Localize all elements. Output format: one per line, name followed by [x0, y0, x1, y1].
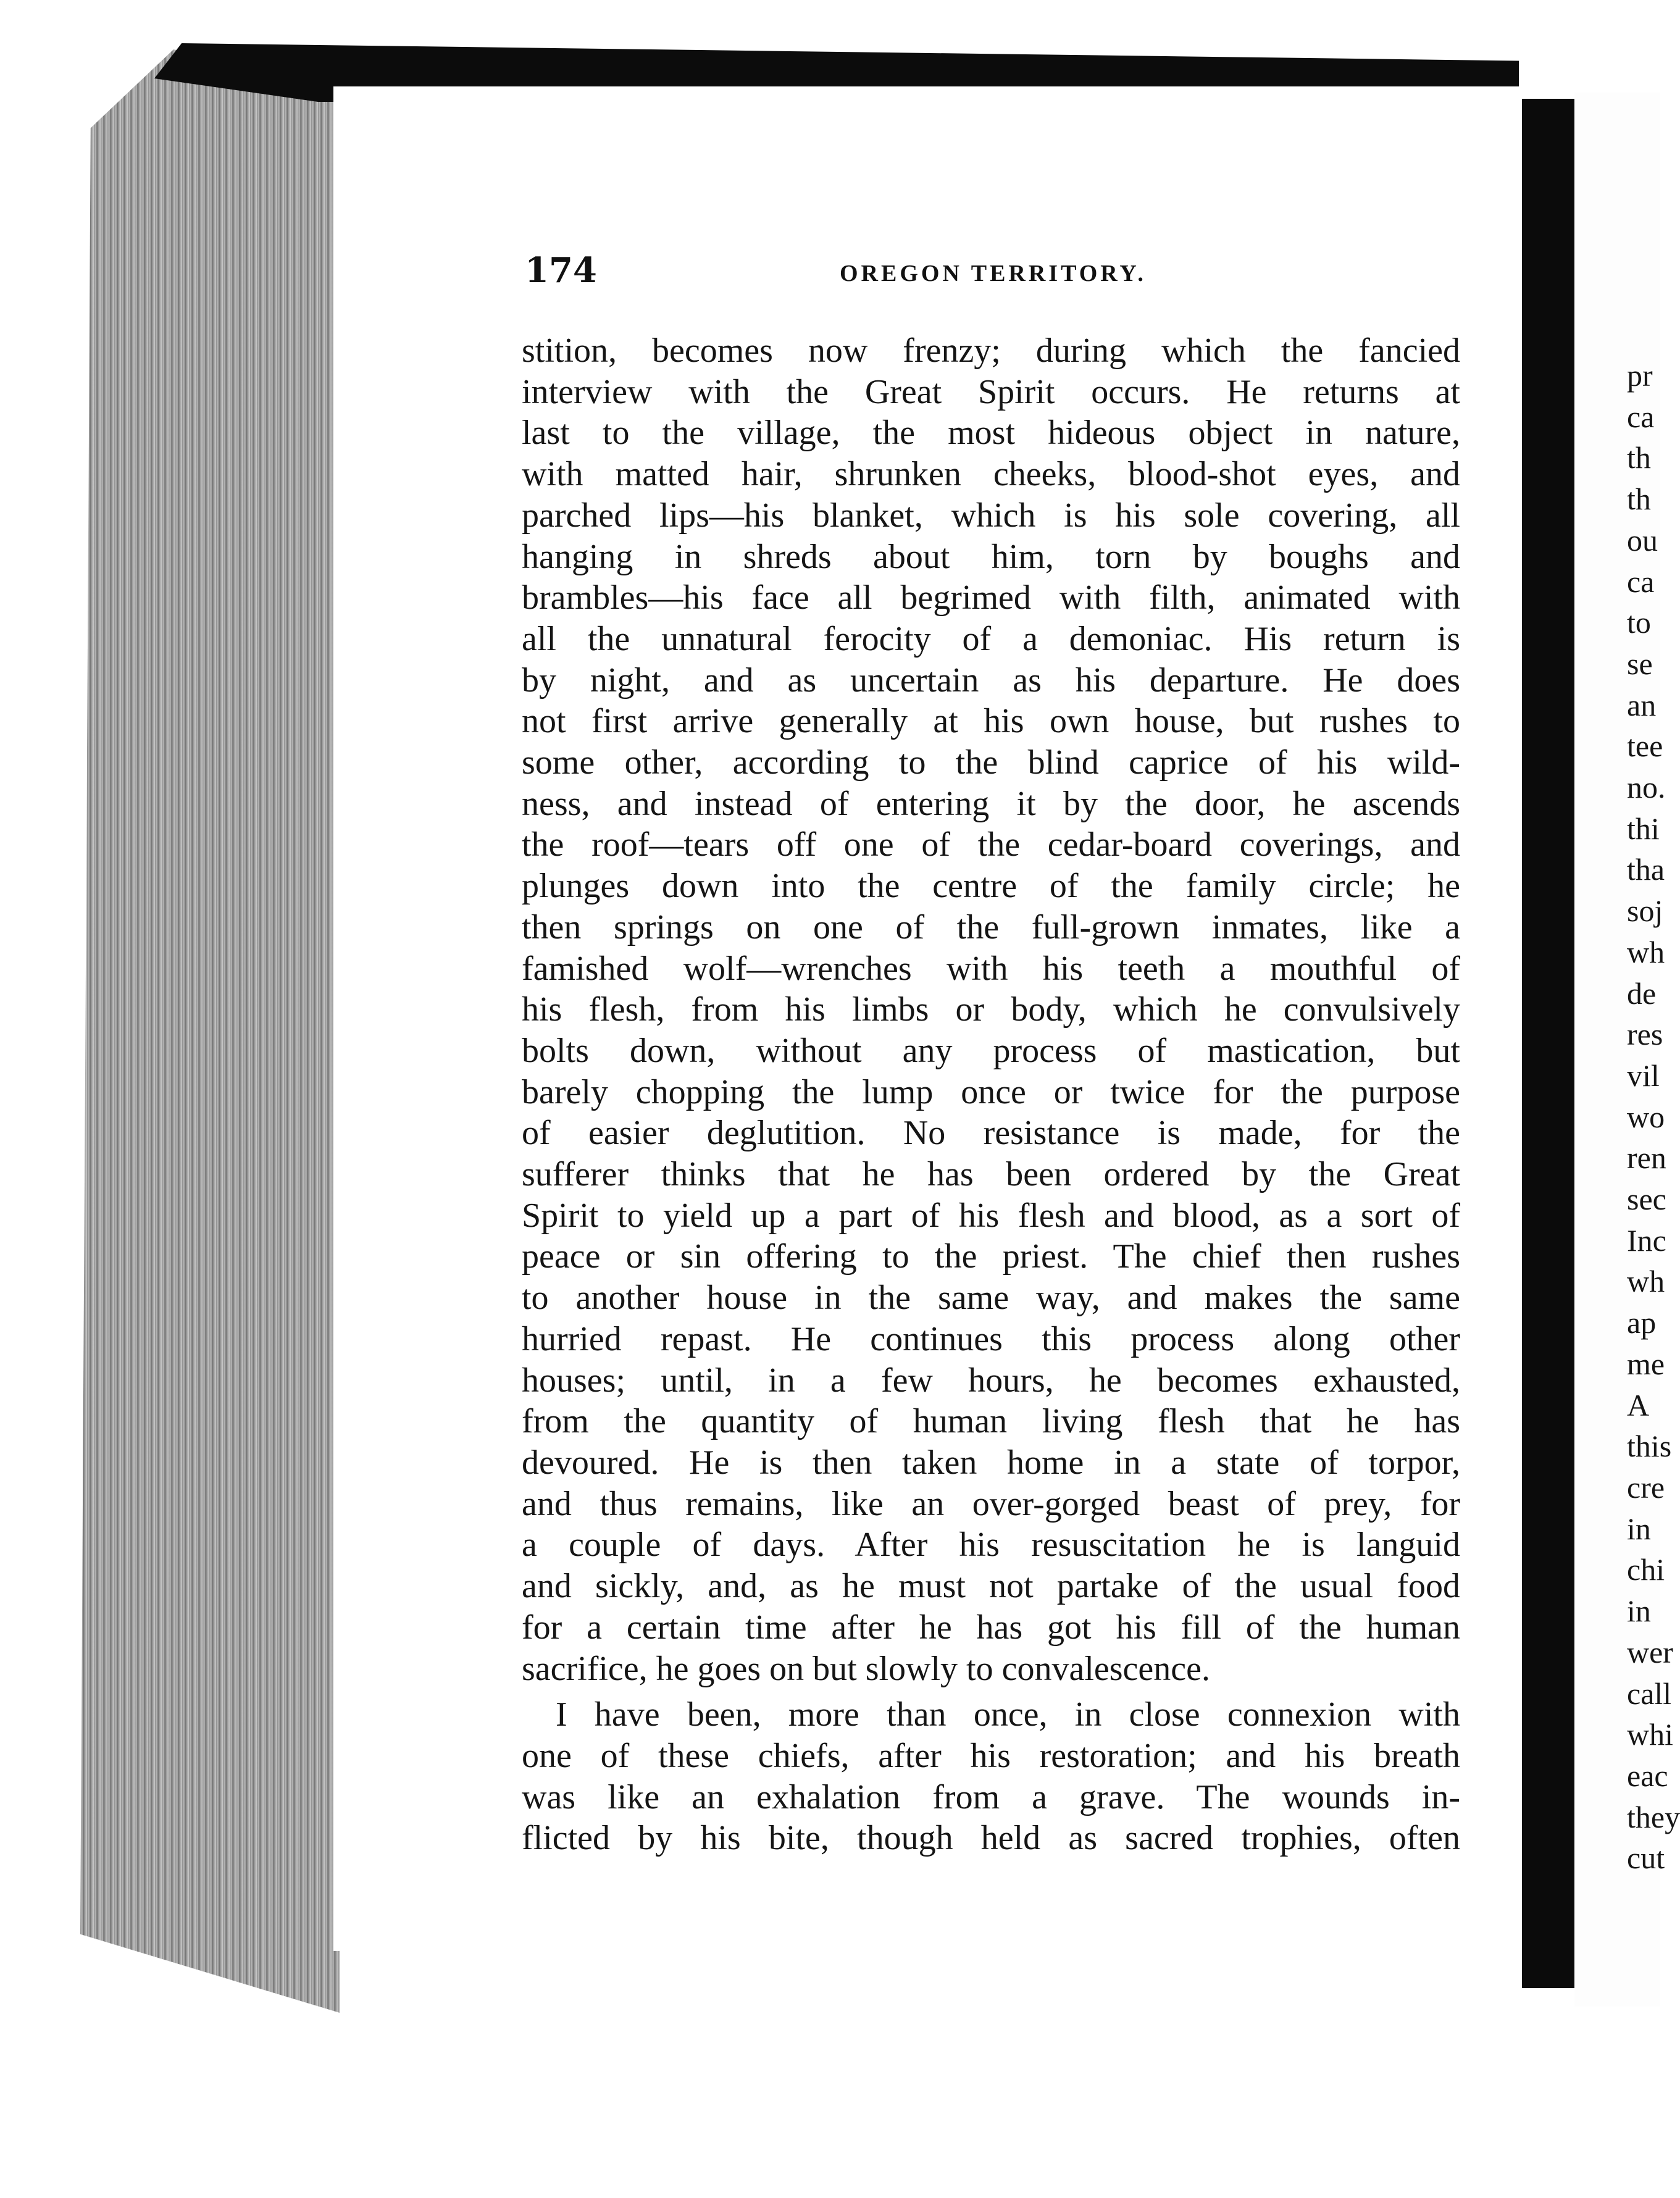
facing-page-fragment: Inc: [1627, 1222, 1666, 1258]
facing-page-fragment: se: [1627, 646, 1653, 681]
text-line: parched lips—his blanket, which is his sole covering, all: [522, 496, 1460, 535]
facing-page-fragment: wh: [1627, 1264, 1665, 1299]
text-line: his flesh, from his limbs or body, which he convulsively: [522, 990, 1460, 1029]
text-line: houses; until, in a few hours, he becomes exhausted,: [522, 1361, 1460, 1400]
text-line: was like an exhalation from a grave. The wounds in-: [522, 1778, 1460, 1816]
facing-page-fragment: in: [1627, 1594, 1651, 1629]
facing-page-fragment: call: [1627, 1676, 1672, 1711]
text-line: plunges down into the centre of the family circle; he: [522, 867, 1460, 906]
facing-page-fragment: A: [1627, 1387, 1650, 1423]
text-line: and thus remains, like an over-gorged beast of prey, for: [522, 1484, 1460, 1523]
facing-page-fragment: wh: [1627, 934, 1665, 969]
facing-page-fragment: this: [1627, 1429, 1672, 1464]
text-line: hurried repast. He continues this process along other: [522, 1319, 1460, 1358]
facing-page-fragment: sec: [1627, 1182, 1666, 1217]
text-line: of easier deglutition. No resistance is made, for the: [522, 1114, 1460, 1153]
text-line: with matted hair, shrunken cheeks, blood-shot eyes, and: [522, 455, 1460, 494]
body-text: [522, 330, 1460, 1859]
text-line: bolts down, without any process of mastication, but: [522, 1031, 1460, 1070]
text-line: and sickly, and, as he must not partake of the usual food: [522, 1567, 1460, 1606]
facing-page-fragment: thi: [1627, 811, 1660, 846]
facing-page-fragment: to: [1627, 605, 1651, 640]
text-line: Spirit to yield up a part of his flesh and blood, as a sort of: [522, 1196, 1460, 1235]
facing-page-fragment: pr: [1627, 358, 1653, 393]
text-line: interview with the Great Spirit occurs. He returns at: [522, 372, 1460, 411]
text-line: from the quantity of human living flesh that he has: [522, 1402, 1460, 1441]
text-line: one of these chiefs, after his restoration; and his breath: [522, 1736, 1460, 1775]
facing-page-fragment: ou: [1627, 522, 1658, 558]
facing-page-fragment: they: [1627, 1799, 1680, 1834]
page-header: [525, 250, 1155, 293]
text-line: then springs on one of the full-grown inmates, like a: [522, 908, 1460, 946]
facing-page-fragment: ren: [1627, 1140, 1666, 1176]
text-line: the roof—tears off one of the cedar-board coverings, and: [522, 825, 1460, 864]
text-line: peace or sin offering to the priest. The chief then rushes: [522, 1237, 1460, 1276]
facing-page-fragment: soj: [1627, 893, 1663, 929]
text-line: sacrifice, he goes on but slowly to convalescence.: [522, 1649, 1210, 1688]
book-gutter: [1522, 99, 1574, 1988]
facing-page-fragment: in: [1627, 1511, 1651, 1546]
text-line: to another house in the same way, and makes the same: [522, 1279, 1460, 1318]
facing-page-fragment: res: [1627, 1017, 1663, 1052]
text-line: some other, according to the blind caprice of his wild-: [522, 743, 1460, 782]
text-line: flicted by his bite, though held as sacred trophies, often: [522, 1819, 1460, 1858]
paragraph: [522, 1694, 1460, 1859]
running-title: OREGON TERRITORY.: [840, 261, 1147, 286]
facing-page-fragment: cut: [1627, 1841, 1665, 1876]
facing-page-fragment: vil: [1627, 1058, 1660, 1093]
facing-page-fragment: chi: [1627, 1552, 1665, 1587]
text-line: hanging in shreds about him, torn by boughs and: [522, 537, 1460, 576]
text-line: barely chopping the lump once or twice for the purpose: [522, 1072, 1460, 1111]
text-line: ness, and instead of entering it by the door, he ascends: [522, 784, 1460, 823]
text-line: by night, and as uncertain as his departure. He does: [522, 661, 1460, 700]
facing-page-fragment: wer: [1627, 1634, 1673, 1669]
text-line: devoured. He is then taken home in a state of torpor,: [522, 1443, 1460, 1482]
facing-page-fragment: an: [1627, 687, 1657, 722]
facing-page-fragment: th: [1627, 440, 1651, 475]
facing-page-fragment: whi: [1627, 1717, 1673, 1752]
book-page-edges: [80, 49, 340, 2013]
text-line: a couple of days. After his resuscitation he is languid: [522, 1526, 1460, 1565]
facing-page-fragment: cre: [1627, 1469, 1665, 1505]
facing-page-fragment: me: [1627, 1346, 1665, 1381]
facing-page-fragment: ap: [1627, 1305, 1657, 1340]
text-line: stition, becomes now frenzy; during which the fancied: [522, 332, 1460, 370]
facing-page-fragment: th: [1627, 482, 1651, 517]
text-line: famished wolf—wrenches with his teeth a mouthful of: [522, 949, 1460, 988]
facing-page-fragment: tha: [1627, 852, 1665, 887]
facing-page-fragment: ca: [1627, 399, 1655, 434]
facing-page-fragment: no.: [1627, 770, 1666, 805]
facing-page-fragment: tee: [1627, 729, 1663, 764]
text-line: I have been, more than once, in close connexion with: [556, 1695, 1460, 1734]
facing-page-fragment: wo: [1627, 1099, 1665, 1134]
paragraph: [522, 330, 1460, 1689]
text-line: for a certain time after he has got his fill of the human: [522, 1608, 1460, 1647]
facing-page-text: [1627, 355, 1680, 1879]
page-number: 174: [525, 250, 597, 291]
text-line: brambles—his face all begrimed with filth, animated with: [522, 579, 1460, 617]
facing-page-fragment: eac: [1627, 1758, 1668, 1793]
text-line: sufferer thinks that he has been ordered by the Great: [522, 1155, 1460, 1194]
text-line: last to the village, the most hideous object in nature,: [522, 414, 1460, 453]
facing-page-fragment: de: [1627, 976, 1657, 1011]
text-line: all the unnatural ferocity of a demoniac. His return is: [522, 619, 1460, 658]
facing-page-fragment: ca: [1627, 564, 1655, 599]
text-line: not first arrive generally at his own house, but rushes to: [522, 702, 1460, 741]
